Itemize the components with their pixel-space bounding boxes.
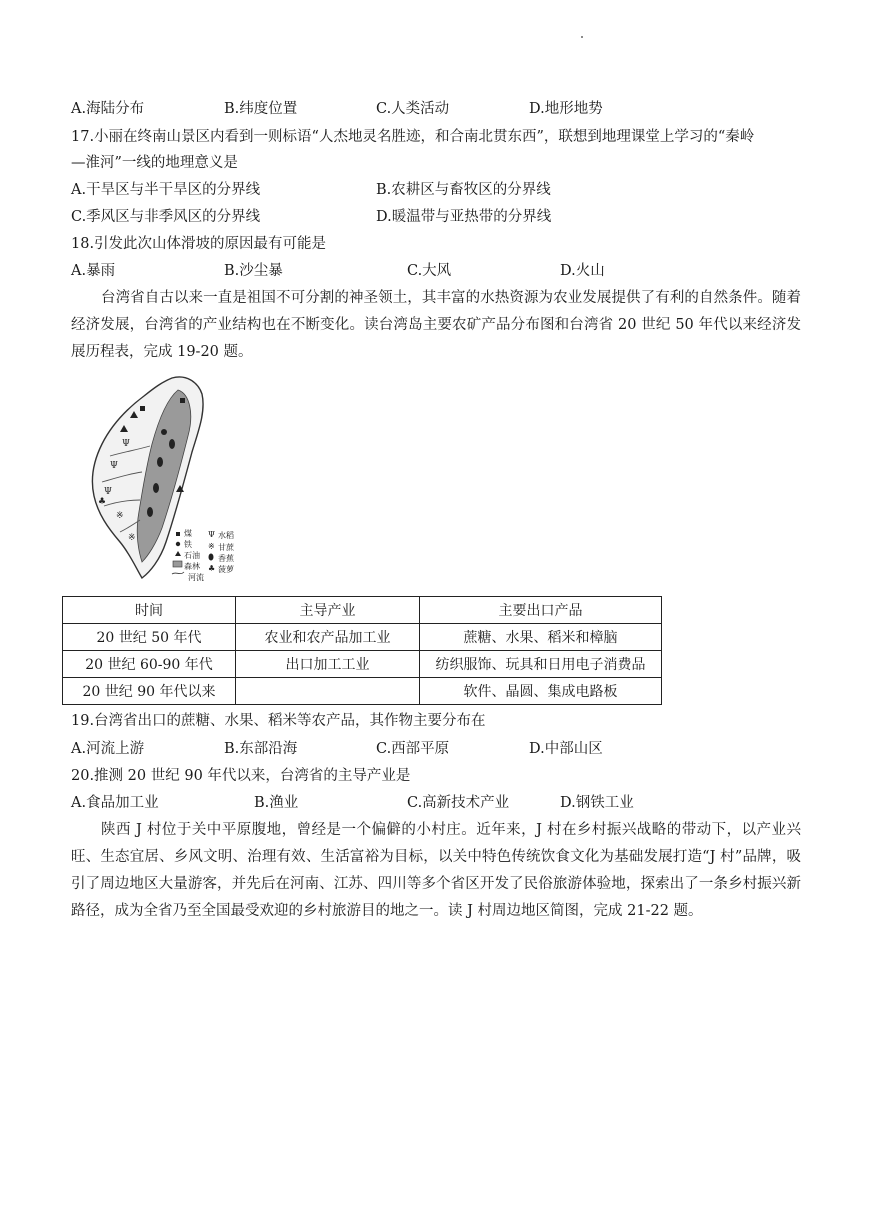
q20-option-d: D.钢铁工业 [560, 795, 634, 811]
legend-banana-symbol [209, 554, 214, 561]
q17-option-c: C.季风区与非季风区的分界线 [71, 209, 261, 225]
rice-symbol-3: Ψ [122, 439, 130, 449]
legend-pineapple-symbol: ♣ [208, 564, 216, 573]
sugarcane-symbol-2: ※ [128, 533, 136, 543]
rice-symbol-2: Ψ [104, 487, 112, 497]
table-cell-blank [236, 678, 420, 705]
legend-label-coal: 煤 [184, 529, 192, 538]
banana-symbol-3 [169, 439, 175, 449]
q16-option-b: B.纬度位置 [224, 101, 298, 117]
sugarcane-symbol-1: ※ [116, 511, 124, 521]
q19-option-a: A.河流上游 [71, 741, 145, 757]
rice-symbol-1: Ψ [110, 461, 118, 471]
q16-option-a: A.海陆分布 [71, 101, 145, 117]
table-cell: 20 世纪 50 年代 [63, 624, 236, 651]
legend-label-iron: 铁 [184, 540, 192, 549]
banana-symbol-2 [153, 483, 159, 493]
legend-label-river: 河流 [188, 573, 204, 582]
legend-label-oil: 石油 [184, 551, 200, 560]
table-cell: 20 世纪 60-90 年代 [63, 651, 236, 678]
legend-label-rice: 水稻 [218, 531, 234, 540]
q18-stem: 18.引发此次山体滑坡的原因最有可能是 [71, 236, 327, 252]
table-header-cell: 主导产业 [236, 597, 420, 624]
q20-option-c: C.高新技术产业 [407, 795, 510, 811]
q18-option-a: A.暴雨 [71, 263, 116, 279]
q19-option-b: B.东部沿海 [224, 741, 298, 757]
q20-option-b: B.渔业 [254, 795, 299, 811]
pineapple-symbol-1: ♣ [98, 497, 107, 507]
coal-symbol-2 [140, 406, 145, 411]
q18-option-c: C.大风 [407, 263, 452, 279]
banana-symbol-1 [157, 457, 163, 467]
table-header-cell: 时间 [63, 597, 236, 624]
scan-dot [581, 36, 583, 38]
legend-label-sugarcane: 甘蔗 [218, 543, 234, 552]
q17-stem-line1: 17.小丽在终南山景区内看到一则标语“人杰地灵名胜迹，和合南北贯东西”，联想到地理课堂上学习的“秦岭 [71, 129, 755, 145]
shaanxi-intro-paragraph: 陕西 J 村位于关中平原腹地，曾经是一个偏僻的小村庄。近年来，J 村在乡村振兴战略的带动下，以产业兴旺、生态宜居、乡风文明、治理有效、生活富裕为目标，以关中特色传统饮食文化为基础发展打造“J 村”品牌，吸引了周边地区大量游客，并先后在河南、江苏、四川等多个省区开发了民俗旅游体验地，探索出了一条乡村振兴新路径，成为全省乃至全国最受欢迎的乡村旅游目的地之一。读 J 村周边地区简图，完成 21-22 题。 [71, 822, 801, 919]
table-header-row [63, 597, 662, 624]
q16-option-d: D.地形地势 [529, 101, 603, 117]
q17-option-a: A.干旱区与半干旱区的分界线 [71, 182, 261, 198]
table-cell: 蔗糖、水果、稻米和樟脑 [420, 624, 662, 651]
q17-option-d: D.暖温带与亚热带的分界线 [376, 209, 552, 225]
legend-sugarcane-symbol: ※ [208, 542, 215, 551]
economic-development-table [62, 596, 662, 705]
iron-symbol-1 [161, 429, 167, 435]
legend-label-pineapple: 菠萝 [218, 565, 234, 574]
legend-label-banana: 香蕉 [218, 554, 234, 563]
q19-option-c: C.西部平原 [376, 741, 450, 757]
legend-iron-symbol [176, 542, 180, 546]
table-row [63, 651, 662, 678]
q18-option-b: B.沙尘暴 [224, 263, 283, 279]
q20-stem: 20.推测 20 世纪 90 年代以来，台湾省的主导产业是 [71, 768, 411, 784]
q19-option-d: D.中部山区 [529, 741, 603, 757]
q16-option-c: C.人类活动 [376, 101, 450, 117]
legend-label-forest: 森林 [184, 562, 200, 571]
q19-stem: 19.台湾省出口的蔗糖、水果、稻米等农产品，其作物主要分布在 [71, 713, 486, 729]
legend-coal-symbol [176, 532, 180, 536]
q17-stem-line2: —淮河”一线的地理意义是 [71, 155, 238, 171]
table-header-cell: 主要出口产品 [420, 597, 662, 624]
taiwan-intro-paragraph: 台湾省自古以来一直是祖国不可分割的神圣领土，其丰富的水热资源为农业发展提供了有利的自然条件。随着经济发展，台湾省的产业结构也在不断变化。读台湾岛主要农矿产品分布图和台湾省 20 世纪 50 年代以来经济发展历程表，完成 19-20 题。 [71, 290, 801, 360]
legend-oil-symbol [175, 551, 181, 556]
q18-option-d: D.火山 [560, 263, 605, 279]
q20-option-a: A.食品加工业 [71, 795, 159, 811]
table-row [63, 678, 662, 705]
table-cell: 纺织服饰、玩具和日用电子消费品 [420, 651, 662, 678]
table-cell: 软件、晶圆、集成电路板 [420, 678, 662, 705]
q17-option-b: B.农耕区与畜牧区的分界线 [376, 182, 551, 198]
banana-symbol-4 [147, 507, 153, 517]
table-cell: 出口加工工业 [236, 651, 420, 678]
legend-river-symbol [172, 572, 184, 574]
table-cell: 20 世纪 90 年代以来 [63, 678, 236, 705]
legend-forest-symbol [173, 561, 182, 567]
table-row [63, 624, 662, 651]
taiwan-resource-map [80, 372, 260, 586]
table-cell: 农业和农产品加工业 [236, 624, 420, 651]
legend-rice-symbol: Ψ [208, 530, 216, 539]
coal-symbol-1 [180, 398, 185, 403]
